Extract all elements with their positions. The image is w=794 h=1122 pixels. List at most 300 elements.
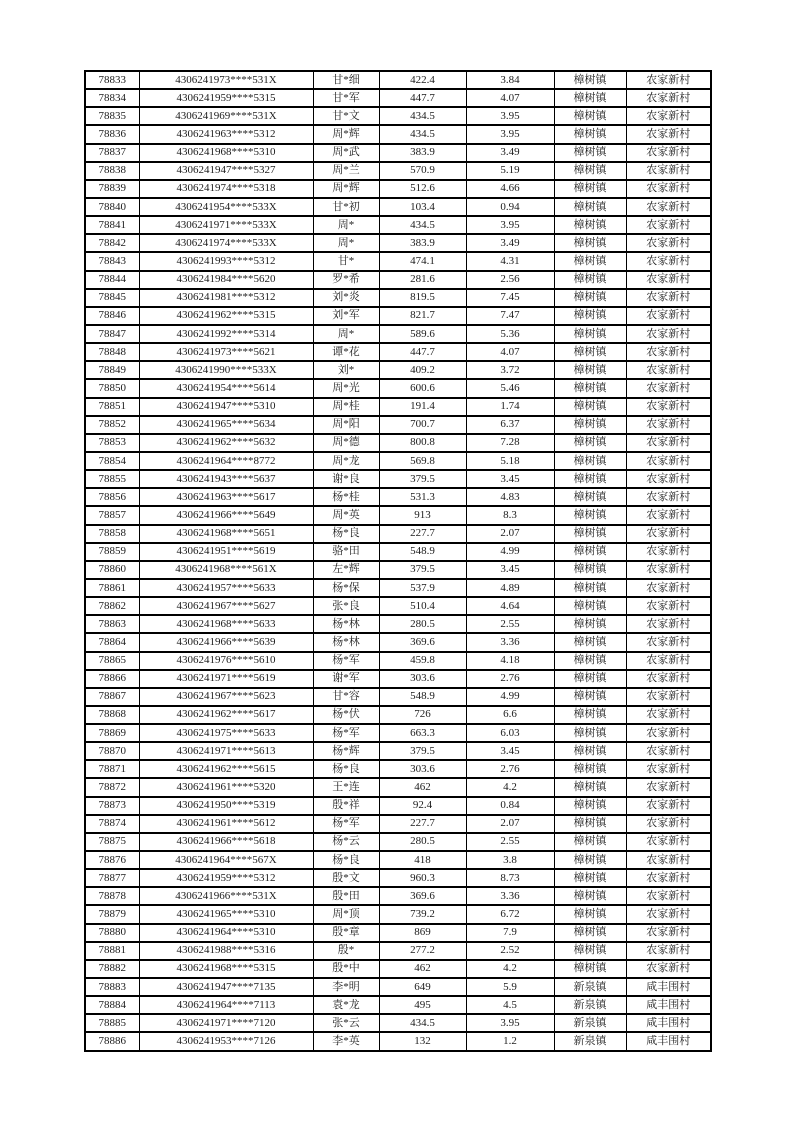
cell-town: 新泉镇 <box>554 978 626 996</box>
cell-name: 杨*伏 <box>313 706 379 724</box>
cell-id-card-number: 4306241961****5612 <box>139 815 313 833</box>
cell-town: 樟树镇 <box>554 615 626 633</box>
cell-id-card-number: 4306241968****5633 <box>139 615 313 633</box>
table-row <box>85 379 711 397</box>
cell-village: 农家新村 <box>626 234 711 252</box>
cell-town: 樟树镇 <box>554 144 626 162</box>
cell-id-card-number: 4306241966****5618 <box>139 833 313 851</box>
cell-serial-number: 78836 <box>85 125 139 143</box>
cell-id-card-number: 4306241971****5619 <box>139 670 313 688</box>
cell-name: 周*辉 <box>313 125 379 143</box>
cell-village: 农家新村 <box>626 724 711 742</box>
table-row <box>85 252 711 270</box>
cell-id-card-number: 4306241947****5327 <box>139 162 313 180</box>
cell-secondary-amount: 4.66 <box>466 180 554 198</box>
cell-secondary-amount: 6.37 <box>466 416 554 434</box>
cell-id-card-number: 4306241992****5314 <box>139 325 313 343</box>
cell-id-card-number: 4306241947****5310 <box>139 398 313 416</box>
table-row <box>85 162 711 180</box>
table-row <box>85 633 711 651</box>
cell-village: 农家新村 <box>626 271 711 289</box>
cell-amount: 600.6 <box>379 379 466 397</box>
cell-town: 樟树镇 <box>554 778 626 796</box>
table-row <box>85 271 711 289</box>
cell-village: 农家新村 <box>626 325 711 343</box>
cell-village: 农家新村 <box>626 670 711 688</box>
cell-name: 袁*龙 <box>313 996 379 1014</box>
table-row <box>85 1014 711 1032</box>
cell-id-card-number: 4306241962****5315 <box>139 307 313 325</box>
cell-amount: 434.5 <box>379 107 466 125</box>
cell-amount: 434.5 <box>379 1014 466 1032</box>
cell-village: 农家新村 <box>626 125 711 143</box>
table-row <box>85 216 711 234</box>
cell-amount: 280.5 <box>379 615 466 633</box>
cell-town: 樟树镇 <box>554 89 626 107</box>
cell-id-card-number: 4306241966****5649 <box>139 506 313 524</box>
cell-village: 农家新村 <box>626 851 711 869</box>
payment-table <box>84 70 712 1052</box>
cell-serial-number: 78833 <box>85 71 139 89</box>
cell-secondary-amount: 2.76 <box>466 760 554 778</box>
cell-id-card-number: 4306241959****5315 <box>139 89 313 107</box>
cell-town: 樟树镇 <box>554 379 626 397</box>
cell-name: 殷* <box>313 942 379 960</box>
cell-village: 农家新村 <box>626 905 711 923</box>
table-row <box>85 289 711 307</box>
cell-town: 樟树镇 <box>554 833 626 851</box>
cell-id-card-number: 4306241974****533X <box>139 234 313 252</box>
cell-serial-number: 78882 <box>85 960 139 978</box>
cell-town: 樟树镇 <box>554 71 626 89</box>
cell-id-card-number: 4306241964****567X <box>139 851 313 869</box>
cell-name: 杨*良 <box>313 851 379 869</box>
table-row <box>85 488 711 506</box>
table-row <box>85 615 711 633</box>
cell-serial-number: 78878 <box>85 887 139 905</box>
cell-name: 刘*炎 <box>313 289 379 307</box>
cell-name: 杨*林 <box>313 633 379 651</box>
cell-id-card-number: 4306241957****5633 <box>139 579 313 597</box>
cell-town: 樟树镇 <box>554 488 626 506</box>
cell-secondary-amount: 3.72 <box>466 361 554 379</box>
table-row <box>85 996 711 1014</box>
table-row <box>85 561 711 579</box>
cell-town: 樟树镇 <box>554 416 626 434</box>
cell-secondary-amount: 3.95 <box>466 1014 554 1032</box>
cell-amount: 821.7 <box>379 307 466 325</box>
cell-serial-number: 78861 <box>85 579 139 597</box>
cell-town: 樟树镇 <box>554 688 626 706</box>
cell-town: 樟树镇 <box>554 670 626 688</box>
cell-id-card-number: 4306241984****5620 <box>139 271 313 289</box>
cell-town: 樟树镇 <box>554 797 626 815</box>
cell-name: 杨*辉 <box>313 742 379 760</box>
cell-serial-number: 78842 <box>85 234 139 252</box>
cell-village: 农家新村 <box>626 416 711 434</box>
cell-id-card-number: 4306241961****5320 <box>139 778 313 796</box>
cell-serial-number: 78839 <box>85 180 139 198</box>
cell-name: 殷*中 <box>313 960 379 978</box>
cell-village: 农家新村 <box>626 398 711 416</box>
cell-town: 樟树镇 <box>554 343 626 361</box>
cell-serial-number: 78841 <box>85 216 139 234</box>
cell-amount: 434.5 <box>379 125 466 143</box>
cell-secondary-amount: 6.03 <box>466 724 554 742</box>
cell-secondary-amount: 5.9 <box>466 978 554 996</box>
cell-id-card-number: 4306241959****5312 <box>139 869 313 887</box>
cell-village: 农家新村 <box>626 652 711 670</box>
table-row <box>85 107 711 125</box>
table-row <box>85 706 711 724</box>
cell-name: 杨*云 <box>313 833 379 851</box>
cell-amount: 512.6 <box>379 180 466 198</box>
cell-town: 樟树镇 <box>554 851 626 869</box>
cell-amount: 92.4 <box>379 797 466 815</box>
cell-id-card-number: 4306241950****5319 <box>139 797 313 815</box>
cell-village: 农家新村 <box>626 778 711 796</box>
cell-serial-number: 78862 <box>85 597 139 615</box>
table-row <box>85 180 711 198</box>
cell-secondary-amount: 7.47 <box>466 307 554 325</box>
cell-serial-number: 78886 <box>85 1032 139 1051</box>
cell-id-card-number: 4306241967****5623 <box>139 688 313 706</box>
cell-town: 樟树镇 <box>554 107 626 125</box>
table-row <box>85 470 711 488</box>
cell-town: 新泉镇 <box>554 1014 626 1032</box>
cell-serial-number: 78876 <box>85 851 139 869</box>
table-row <box>85 452 711 470</box>
cell-id-card-number: 4306241962****5632 <box>139 434 313 452</box>
cell-village: 农家新村 <box>626 633 711 651</box>
cell-village: 农家新村 <box>626 361 711 379</box>
cell-secondary-amount: 5.46 <box>466 379 554 397</box>
cell-secondary-amount: 7.9 <box>466 924 554 942</box>
cell-name: 周*龙 <box>313 452 379 470</box>
cell-id-card-number: 4306241964****7113 <box>139 996 313 1014</box>
cell-amount: 869 <box>379 924 466 942</box>
cell-serial-number: 78885 <box>85 1014 139 1032</box>
cell-amount: 589.6 <box>379 325 466 343</box>
cell-serial-number: 78840 <box>85 198 139 216</box>
cell-amount: 379.5 <box>379 470 466 488</box>
cell-town: 樟树镇 <box>554 869 626 887</box>
cell-secondary-amount: 7.45 <box>466 289 554 307</box>
table-row <box>85 597 711 615</box>
cell-village: 农家新村 <box>626 561 711 579</box>
cell-id-card-number: 4306241954****5614 <box>139 379 313 397</box>
table-row <box>85 125 711 143</box>
cell-secondary-amount: 2.52 <box>466 942 554 960</box>
cell-name: 周* <box>313 325 379 343</box>
cell-serial-number: 78877 <box>85 869 139 887</box>
cell-secondary-amount: 8.73 <box>466 869 554 887</box>
cell-village: 农家新村 <box>626 107 711 125</box>
cell-serial-number: 78848 <box>85 343 139 361</box>
cell-name: 杨*良 <box>313 760 379 778</box>
cell-secondary-amount: 3.49 <box>466 234 554 252</box>
cell-town: 樟树镇 <box>554 652 626 670</box>
table-row <box>85 198 711 216</box>
cell-amount: 383.9 <box>379 234 466 252</box>
cell-secondary-amount: 4.83 <box>466 488 554 506</box>
cell-secondary-amount: 0.94 <box>466 198 554 216</box>
cell-id-card-number: 4306241967****5627 <box>139 597 313 615</box>
cell-id-card-number: 4306241947****7135 <box>139 978 313 996</box>
table-body <box>85 71 711 1051</box>
cell-amount: 800.8 <box>379 434 466 452</box>
cell-town: 樟树镇 <box>554 125 626 143</box>
cell-secondary-amount: 3.45 <box>466 470 554 488</box>
cell-town: 樟树镇 <box>554 398 626 416</box>
cell-id-card-number: 4306241981****5312 <box>139 289 313 307</box>
cell-town: 樟树镇 <box>554 506 626 524</box>
cell-id-card-number: 4306241968****561X <box>139 561 313 579</box>
cell-village: 农家新村 <box>626 162 711 180</box>
cell-id-card-number: 4306241951****5619 <box>139 543 313 561</box>
cell-serial-number: 78846 <box>85 307 139 325</box>
cell-amount: 700.7 <box>379 416 466 434</box>
cell-town: 樟树镇 <box>554 470 626 488</box>
cell-village: 农家新村 <box>626 343 711 361</box>
table-row <box>85 724 711 742</box>
cell-serial-number: 78856 <box>85 488 139 506</box>
table-row <box>85 1032 711 1051</box>
cell-secondary-amount: 5.18 <box>466 452 554 470</box>
cell-name: 骆*田 <box>313 543 379 561</box>
cell-town: 樟树镇 <box>554 924 626 942</box>
cell-town: 樟树镇 <box>554 325 626 343</box>
table-row <box>85 778 711 796</box>
cell-village: 农家新村 <box>626 216 711 234</box>
cell-id-card-number: 4306241968****5310 <box>139 144 313 162</box>
cell-name: 谢*军 <box>313 670 379 688</box>
cell-village: 农家新村 <box>626 180 711 198</box>
cell-amount: 280.5 <box>379 833 466 851</box>
cell-amount: 434.5 <box>379 216 466 234</box>
cell-amount: 570.9 <box>379 162 466 180</box>
cell-secondary-amount: 4.89 <box>466 579 554 597</box>
cell-serial-number: 78868 <box>85 706 139 724</box>
cell-name: 殷*祥 <box>313 797 379 815</box>
cell-secondary-amount: 5.19 <box>466 162 554 180</box>
cell-name: 周*辉 <box>313 180 379 198</box>
cell-town: 樟树镇 <box>554 561 626 579</box>
cell-amount: 132 <box>379 1032 466 1051</box>
cell-amount: 537.9 <box>379 579 466 597</box>
cell-amount: 960.3 <box>379 869 466 887</box>
cell-town: 樟树镇 <box>554 525 626 543</box>
cell-id-card-number: 4306241973****531X <box>139 71 313 89</box>
cell-serial-number: 78851 <box>85 398 139 416</box>
cell-name: 杨*军 <box>313 652 379 670</box>
table-row <box>85 833 711 851</box>
cell-amount: 459.8 <box>379 652 466 670</box>
cell-secondary-amount: 4.07 <box>466 343 554 361</box>
cell-village: 咸丰围村 <box>626 996 711 1014</box>
cell-town: 樟树镇 <box>554 162 626 180</box>
cell-name: 甘*细 <box>313 71 379 89</box>
cell-village: 农家新村 <box>626 924 711 942</box>
cell-village: 农家新村 <box>626 434 711 452</box>
cell-village: 农家新村 <box>626 506 711 524</box>
cell-secondary-amount: 4.99 <box>466 543 554 561</box>
cell-town: 樟树镇 <box>554 760 626 778</box>
cell-name: 张*云 <box>313 1014 379 1032</box>
cell-village: 农家新村 <box>626 688 711 706</box>
cell-id-card-number: 4306241976****5610 <box>139 652 313 670</box>
cell-serial-number: 78849 <box>85 361 139 379</box>
cell-town: 樟树镇 <box>554 289 626 307</box>
cell-amount: 191.4 <box>379 398 466 416</box>
table-row <box>85 960 711 978</box>
cell-amount: 447.7 <box>379 89 466 107</box>
cell-village: 农家新村 <box>626 597 711 615</box>
cell-secondary-amount: 4.31 <box>466 252 554 270</box>
cell-amount: 303.6 <box>379 760 466 778</box>
cell-serial-number: 78879 <box>85 905 139 923</box>
cell-village: 农家新村 <box>626 71 711 89</box>
cell-name: 杨*保 <box>313 579 379 597</box>
cell-secondary-amount: 3.49 <box>466 144 554 162</box>
table-row <box>85 887 711 905</box>
cell-serial-number: 78854 <box>85 452 139 470</box>
cell-town: 樟树镇 <box>554 633 626 651</box>
cell-town: 樟树镇 <box>554 543 626 561</box>
cell-amount: 510.4 <box>379 597 466 615</box>
cell-name: 李*英 <box>313 1032 379 1051</box>
cell-secondary-amount: 3.36 <box>466 633 554 651</box>
table-row <box>85 307 711 325</box>
cell-town: 樟树镇 <box>554 597 626 615</box>
cell-secondary-amount: 1.74 <box>466 398 554 416</box>
cell-id-card-number: 4306241969****531X <box>139 107 313 125</box>
table-row <box>85 144 711 162</box>
cell-serial-number: 78871 <box>85 760 139 778</box>
cell-town: 樟树镇 <box>554 361 626 379</box>
cell-id-card-number: 4306241965****5634 <box>139 416 313 434</box>
cell-amount: 281.6 <box>379 271 466 289</box>
cell-secondary-amount: 2.07 <box>466 525 554 543</box>
table-row <box>85 416 711 434</box>
cell-village: 农家新村 <box>626 525 711 543</box>
cell-amount: 548.9 <box>379 688 466 706</box>
table-row <box>85 361 711 379</box>
cell-secondary-amount: 3.95 <box>466 107 554 125</box>
cell-name: 甘* <box>313 252 379 270</box>
cell-village: 农家新村 <box>626 579 711 597</box>
table-row <box>85 234 711 252</box>
cell-village: 农家新村 <box>626 887 711 905</box>
cell-id-card-number: 4306241971****7120 <box>139 1014 313 1032</box>
table-row <box>85 89 711 107</box>
cell-name: 周*顶 <box>313 905 379 923</box>
cell-amount: 913 <box>379 506 466 524</box>
table-row <box>85 942 711 960</box>
cell-secondary-amount: 5.36 <box>466 325 554 343</box>
cell-serial-number: 78834 <box>85 89 139 107</box>
cell-serial-number: 78847 <box>85 325 139 343</box>
cell-name: 甘*容 <box>313 688 379 706</box>
table-row <box>85 506 711 524</box>
cell-town: 樟树镇 <box>554 706 626 724</box>
cell-secondary-amount: 0.84 <box>466 797 554 815</box>
cell-village: 农家新村 <box>626 797 711 815</box>
cell-id-card-number: 4306241971****5613 <box>139 742 313 760</box>
cell-town: 新泉镇 <box>554 996 626 1014</box>
cell-name: 周* <box>313 216 379 234</box>
cell-secondary-amount: 6.72 <box>466 905 554 923</box>
cell-amount: 548.9 <box>379 543 466 561</box>
cell-village: 咸丰围村 <box>626 1014 711 1032</box>
table-row <box>85 760 711 778</box>
cell-town: 新泉镇 <box>554 1032 626 1051</box>
cell-name: 周*武 <box>313 144 379 162</box>
cell-secondary-amount: 7.28 <box>466 434 554 452</box>
cell-amount: 462 <box>379 960 466 978</box>
cell-name: 王*连 <box>313 778 379 796</box>
cell-id-card-number: 4306241962****5617 <box>139 706 313 724</box>
cell-serial-number: 78870 <box>85 742 139 760</box>
cell-village: 农家新村 <box>626 488 711 506</box>
table-row <box>85 851 711 869</box>
cell-village: 农家新村 <box>626 942 711 960</box>
cell-serial-number: 78884 <box>85 996 139 1014</box>
cell-amount: 739.2 <box>379 905 466 923</box>
table-row <box>85 579 711 597</box>
cell-town: 樟树镇 <box>554 942 626 960</box>
cell-name: 周* <box>313 234 379 252</box>
cell-village: 农家新村 <box>626 543 711 561</box>
cell-village: 农家新村 <box>626 144 711 162</box>
cell-name: 甘*文 <box>313 107 379 125</box>
cell-village: 咸丰围村 <box>626 978 711 996</box>
table-row <box>85 978 711 996</box>
cell-serial-number: 78859 <box>85 543 139 561</box>
cell-amount: 379.5 <box>379 742 466 760</box>
table-row <box>85 815 711 833</box>
cell-id-card-number: 4306241988****5316 <box>139 942 313 960</box>
cell-village: 咸丰围村 <box>626 1032 711 1051</box>
cell-name: 杨*良 <box>313 525 379 543</box>
cell-village: 农家新村 <box>626 470 711 488</box>
cell-serial-number: 78857 <box>85 506 139 524</box>
cell-town: 樟树镇 <box>554 216 626 234</box>
cell-secondary-amount: 2.55 <box>466 833 554 851</box>
cell-serial-number: 78863 <box>85 615 139 633</box>
cell-secondary-amount: 3.36 <box>466 887 554 905</box>
cell-name: 张*良 <box>313 597 379 615</box>
cell-amount: 379.5 <box>379 561 466 579</box>
cell-name: 刘* <box>313 361 379 379</box>
cell-secondary-amount: 3.45 <box>466 561 554 579</box>
cell-serial-number: 78852 <box>85 416 139 434</box>
cell-village: 农家新村 <box>626 742 711 760</box>
table-row <box>85 325 711 343</box>
cell-amount: 418 <box>379 851 466 869</box>
table-row <box>85 688 711 706</box>
cell-town: 樟树镇 <box>554 960 626 978</box>
cell-serial-number: 78880 <box>85 924 139 942</box>
cell-town: 樟树镇 <box>554 452 626 470</box>
cell-id-card-number: 4306241964****8772 <box>139 452 313 470</box>
cell-secondary-amount: 4.07 <box>466 89 554 107</box>
cell-id-card-number: 4306241966****5639 <box>139 633 313 651</box>
cell-secondary-amount: 6.6 <box>466 706 554 724</box>
cell-id-card-number: 4306241943****5637 <box>139 470 313 488</box>
cell-village: 农家新村 <box>626 760 711 778</box>
cell-name: 周*阳 <box>313 416 379 434</box>
